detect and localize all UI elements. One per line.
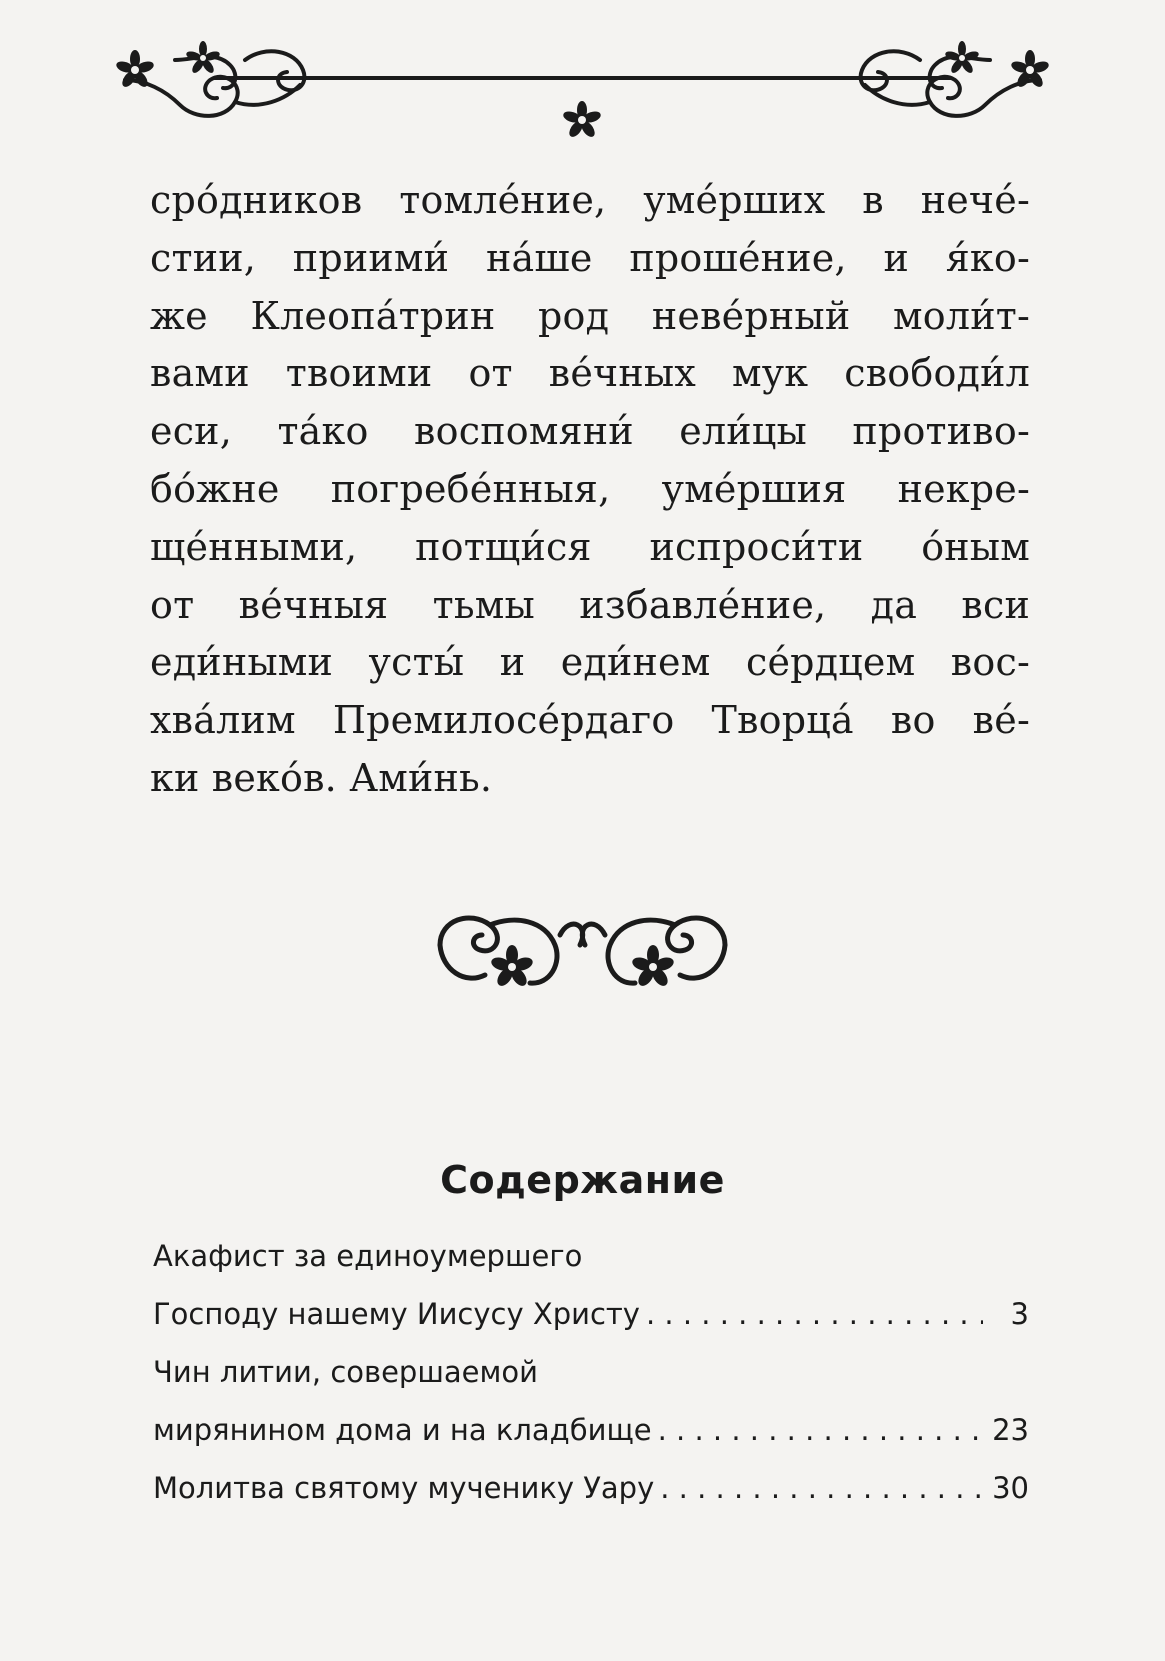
text-line-last: ки веко́в. Ами́нь. xyxy=(150,755,493,800)
toc-page-number: 3 xyxy=(1010,1297,1029,1331)
text-line: вами твоими от ве́чных мук свободи́л xyxy=(150,351,1030,396)
toc-entry[interactable] xyxy=(153,1459,1029,1517)
text-line: от ве́чныя тьмы избавле́ние, да вси xyxy=(150,582,1030,627)
text-line: бо́жне погребе́нныя, уме́ршия некре- xyxy=(150,466,1030,511)
toc-entry-title: Господу нашему Иисусу Христу xyxy=(153,1297,640,1331)
toc-entry-title: мирянином дома и на кладбище xyxy=(153,1413,652,1447)
toc-page-number: 23 xyxy=(992,1413,1029,1447)
toc-page-number: 30 xyxy=(992,1471,1029,1505)
toc-leader-dots xyxy=(658,1401,983,1459)
text-line: стии, приими́ на́ше проше́ние, и я́ко- xyxy=(150,235,1030,280)
toc-leader-dots xyxy=(660,1459,983,1517)
toc-entry-line xyxy=(153,1227,1029,1285)
top-floral-ornament-icon xyxy=(105,40,1060,150)
prayer-text xyxy=(150,172,1030,808)
toc-entry-line xyxy=(153,1343,1029,1401)
toc-entry-title: Молитва святому мученику Уару xyxy=(153,1471,655,1505)
text-line: еди́ными усты́ и еди́нем се́рдцем вос- xyxy=(150,640,1030,685)
toc-leader-dots xyxy=(646,1285,983,1343)
text-line: еси, та́ко воспомяни́ ели́цы противо- xyxy=(150,409,1030,454)
toc-entry-title: Акафист за единоумершего xyxy=(153,1239,583,1273)
toc-entry[interactable] xyxy=(153,1401,1029,1459)
table-of-contents xyxy=(153,1227,1029,1517)
text-line: хва́лим Премилосе́рдаго Творца́ во ве́- xyxy=(150,698,1030,743)
text-line: же Клеопа́трин род неве́рный моли́т- xyxy=(150,293,1030,338)
text-line: ще́нными, потщи́ся испроси́ти о́ным xyxy=(150,524,1030,569)
middle-floral-ornament-icon xyxy=(430,905,735,1015)
toc-title: Содержание xyxy=(440,1158,725,1202)
toc-entry-title: Чин литии, совершаемой xyxy=(153,1355,538,1389)
toc-entry[interactable] xyxy=(153,1285,1029,1343)
text-line: сро́дников томле́ние, уме́рших в нече́- xyxy=(150,178,1030,222)
